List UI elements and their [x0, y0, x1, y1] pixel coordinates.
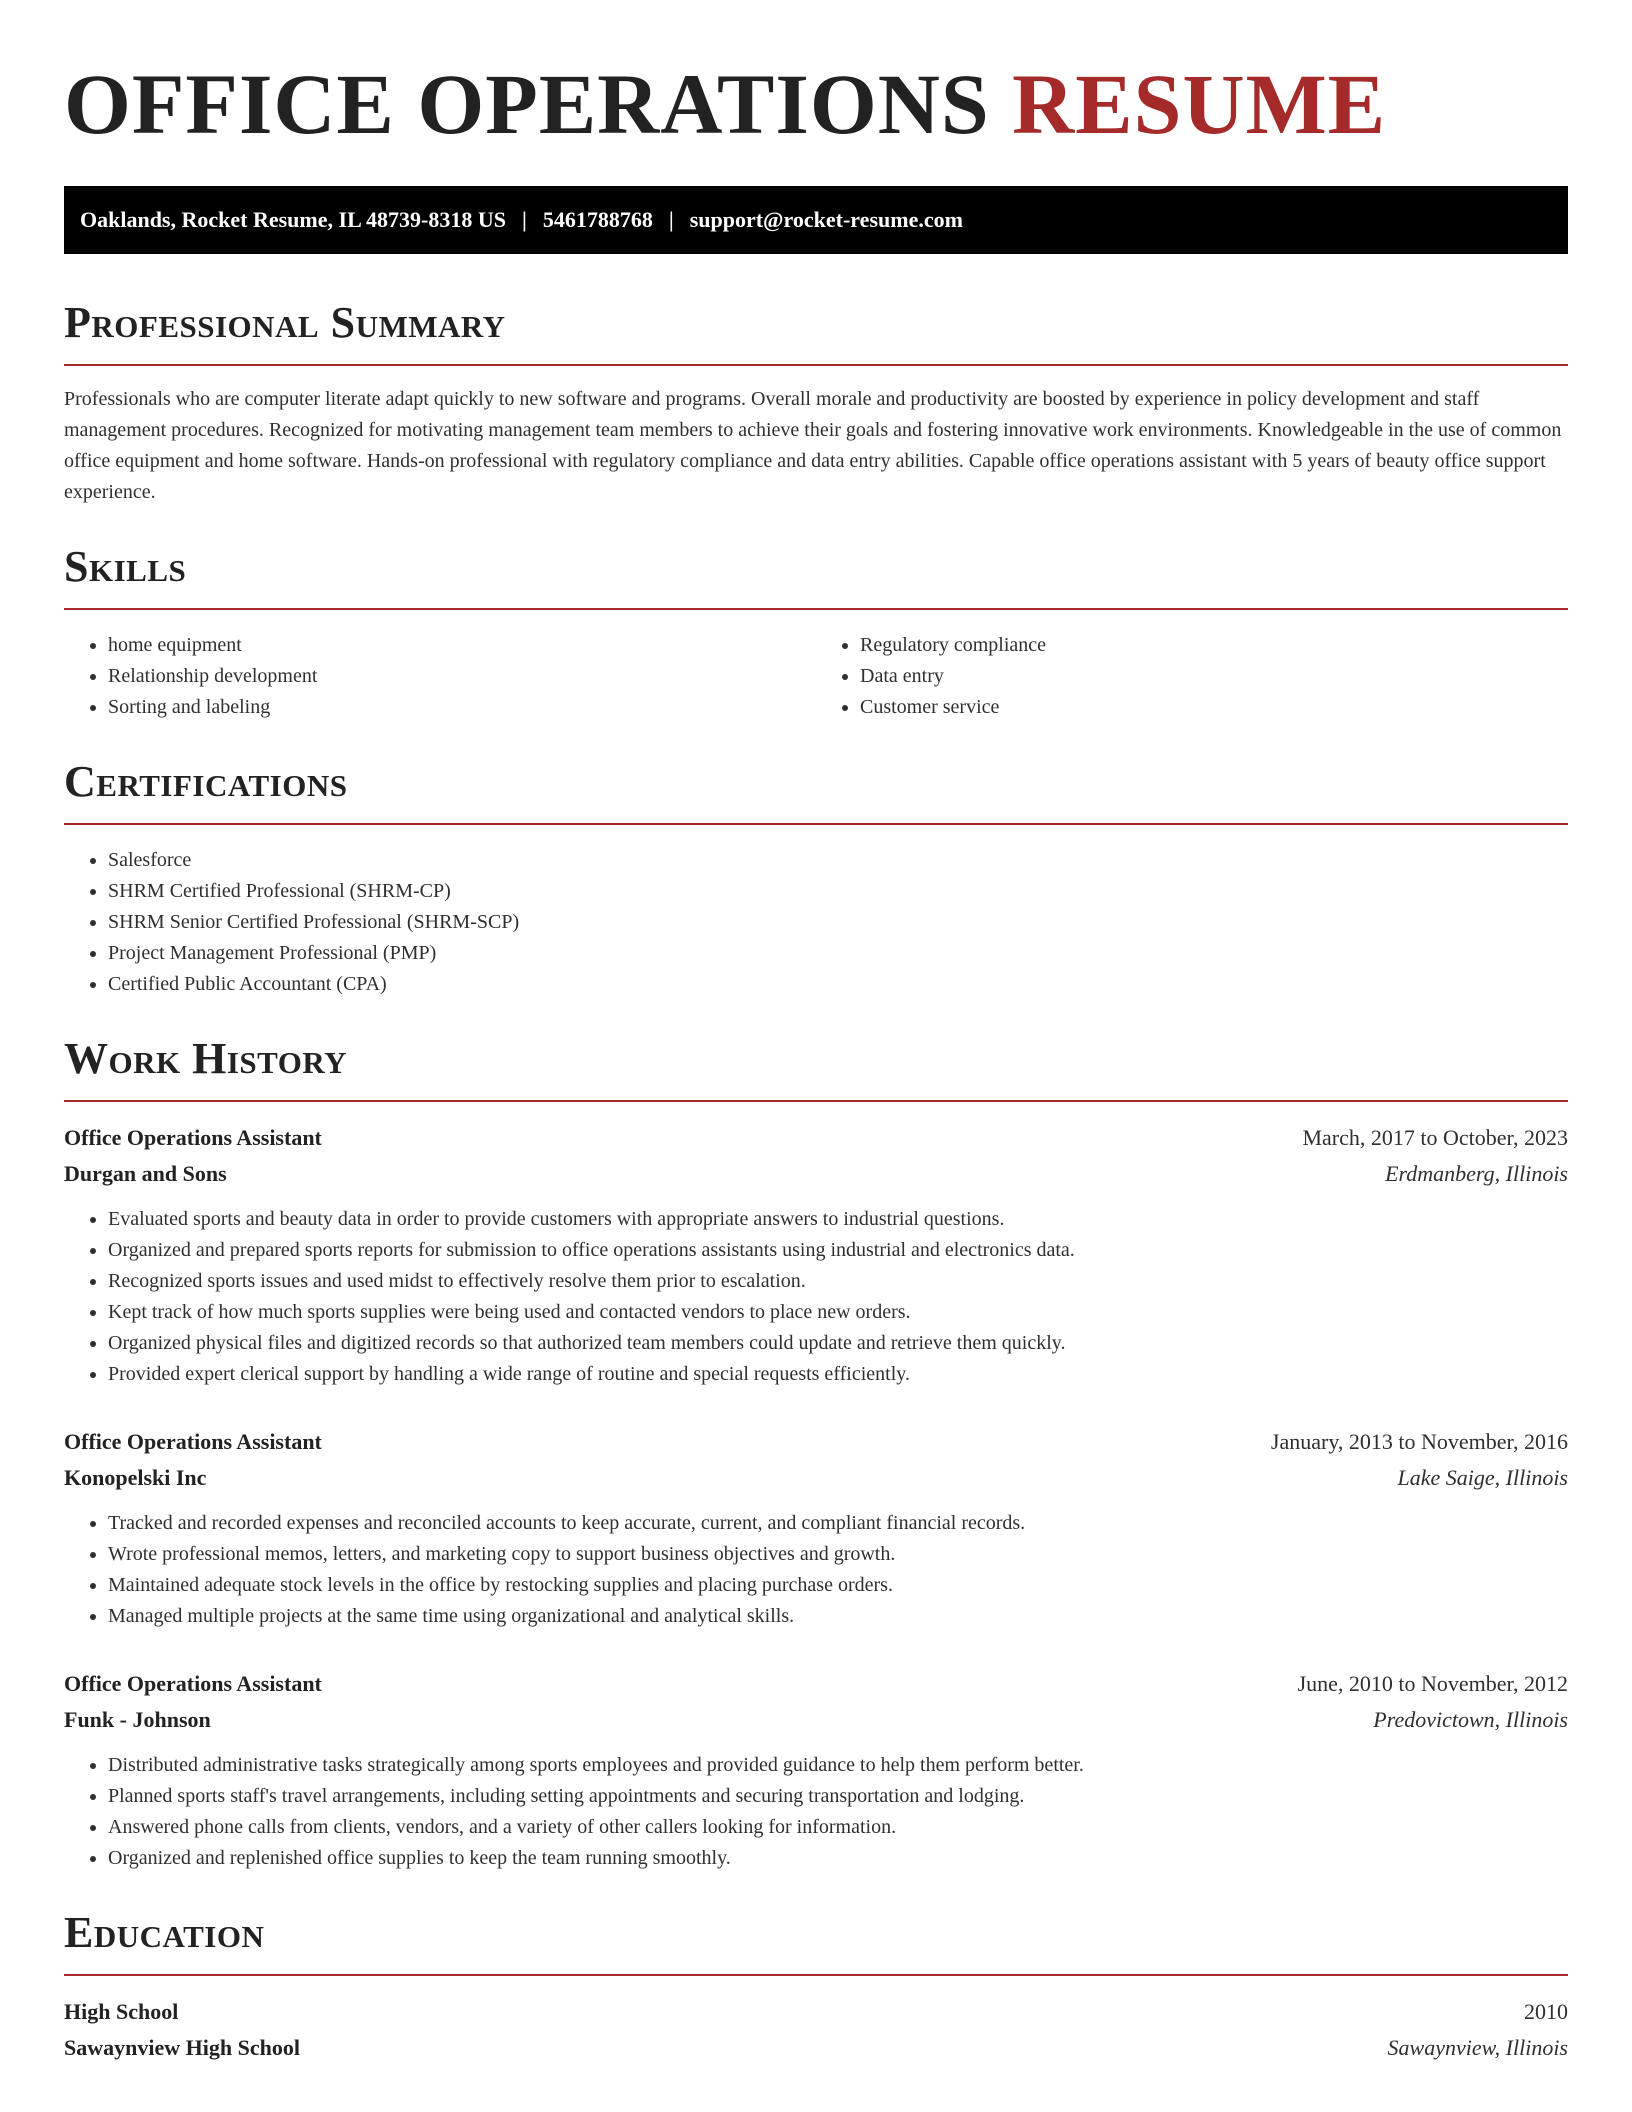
- contact-separator: |: [668, 207, 674, 232]
- skills-list-right: [816, 630, 1568, 723]
- certification-item: • Project Management Professional (PMP): [108, 938, 1568, 969]
- job-duty: • Wrote professional memos, letters, and marketing copy to support business objectives and growth.: [108, 1539, 1568, 1570]
- job-dates: March, 2017 to October, 2023: [1302, 1125, 1568, 1150]
- education-section: [64, 1908, 1568, 2066]
- section-divider: [64, 364, 1568, 366]
- work-history-section: [64, 1034, 1568, 1874]
- section-divider: [64, 1974, 1568, 1976]
- job-duty: • Organized and replenished office supplies to keep the team running smoothly.: [108, 1843, 1568, 1874]
- summary-text: Professionals who are computer literate adapt quickly to new software and programs. Overall morale and productivity are boosted by experience in policy development and staff management procedures. Recognized for motivating management team members to achieve their goals and fostering innovative work environments. Knowledgeable in the use of common office equipment and home software. Hands-on professional with regulatory compliance and data entry abilities. Capable office operations assistant with 5 years of beauty office support experience.: [64, 388, 1562, 503]
- job-duty: • Planned sports staff's travel arrangements, including setting appointments and securing transportation and lodging.: [108, 1781, 1568, 1812]
- job-duty: • Tracked and recorded expenses and reconciled accounts to keep accurate, current, and compliant financial records.: [108, 1508, 1568, 1539]
- title-main: OFFICE OPERATIONS: [64, 56, 990, 152]
- job-company: Durgan and Sons: [64, 1161, 227, 1186]
- contact-address: Oaklands, Rocket Resume, IL 48739-8318 US: [80, 207, 506, 232]
- skill-item: • Customer service: [860, 692, 1568, 723]
- education-degree: High School: [64, 1999, 179, 2024]
- job-header-row: [64, 1424, 1568, 1460]
- education-location: Sawaynview, Illinois: [1387, 2035, 1568, 2060]
- skills-list-left: [64, 630, 816, 723]
- education-entry: [64, 1994, 1568, 2066]
- job-header-row: [64, 1666, 1568, 1702]
- skills-section: [64, 542, 1568, 723]
- certifications-list: [64, 845, 1568, 1000]
- contact-bar: [64, 186, 1568, 254]
- certification-item: • Certified Public Accountant (CPA): [108, 969, 1568, 1000]
- section-divider: [64, 823, 1568, 825]
- summary-heading: Professional Summary: [64, 298, 506, 347]
- job-duty: • Organized physical files and digitized records so that authorized team members could update and retrieve them quickly.: [108, 1328, 1568, 1359]
- job-duties: [64, 1204, 1568, 1390]
- job-duty: • Recognized sports issues and used midst to effectively resolve them prior to escalation.: [108, 1266, 1568, 1297]
- job-location: Lake Saige, Illinois: [1397, 1465, 1568, 1490]
- skill-item: • home equipment: [108, 630, 816, 661]
- contact-phone: 5461788768: [542, 207, 653, 232]
- job-title: Office Operations Assistant: [64, 1429, 322, 1454]
- skill-item: • Regulatory compliance: [860, 630, 1568, 661]
- job-duties: [64, 1508, 1568, 1632]
- job-title: Office Operations Assistant: [64, 1671, 322, 1696]
- skills-grid: [64, 610, 1568, 723]
- title-accent: RESUME: [1012, 56, 1387, 152]
- contact-email: support@rocket-resume.com: [689, 207, 963, 232]
- job-company: Konopelski Inc: [64, 1465, 207, 1490]
- skills-heading: Skills: [64, 542, 187, 591]
- education-school: Sawaynview High School: [64, 2035, 300, 2060]
- section-divider: [64, 1100, 1568, 1102]
- job-entry: [64, 1120, 1568, 1390]
- skill-item: • Relationship development: [108, 661, 816, 692]
- certifications-section: [64, 757, 1568, 1000]
- job-entry: [64, 1666, 1568, 1874]
- job-duty: • Evaluated sports and beauty data in order to provide customers with appropriate answers to industrial questions.: [108, 1204, 1568, 1235]
- job-dates: January, 2013 to November, 2016: [1270, 1429, 1568, 1454]
- job-company: Funk - Johnson: [64, 1707, 211, 1732]
- resume-title: [64, 0, 1568, 154]
- summary-section: [64, 298, 1568, 508]
- certification-item: • Salesforce: [108, 845, 1568, 876]
- job-company-row: [64, 1702, 1568, 1738]
- work-history-heading: Work History: [64, 1034, 348, 1083]
- education-year: 2010: [1524, 1999, 1568, 2024]
- certification-item: • SHRM Senior Certified Professional (SHRM-SCP): [108, 907, 1568, 938]
- job-duty: • Kept track of how much sports supplies were being used and contacted vendors to place new orders.: [108, 1297, 1568, 1328]
- education-school-row: [64, 2030, 1568, 2066]
- skill-item: • Sorting and labeling: [108, 692, 816, 723]
- job-title: Office Operations Assistant: [64, 1125, 322, 1150]
- job-duty: • Maintained adequate stock levels in the office by restocking supplies and placing purchase orders.: [108, 1570, 1568, 1601]
- job-company-row: [64, 1460, 1568, 1496]
- job-duty: • Distributed administrative tasks strategically among sports employees and provided guidance to help them perform better.: [108, 1750, 1568, 1781]
- job-duties: [64, 1750, 1568, 1874]
- job-duty: • Answered phone calls from clients, vendors, and a variety of other callers looking for information.: [108, 1812, 1568, 1843]
- job-duty: • Managed multiple projects at the same time using organizational and analytical skills.: [108, 1601, 1568, 1632]
- job-dates: June, 2010 to November, 2012: [1297, 1671, 1568, 1696]
- job-duty: • Organized and prepared sports reports for submission to office operations assistants using industrial and electronics data.: [108, 1235, 1568, 1266]
- job-entry: [64, 1424, 1568, 1632]
- education-header-row: [64, 1994, 1568, 2030]
- skill-item: • Data entry: [860, 661, 1568, 692]
- certifications-heading: Certifications: [64, 757, 348, 806]
- job-header-row: [64, 1120, 1568, 1156]
- job-company-row: [64, 1156, 1568, 1192]
- contact-separator: |: [521, 207, 527, 232]
- certification-item: • SHRM Certified Professional (SHRM-CP): [108, 876, 1568, 907]
- education-heading: Education: [64, 1908, 265, 1957]
- job-location: Predovictown, Illinois: [1373, 1707, 1568, 1732]
- job-location: Erdmanberg, Illinois: [1385, 1161, 1568, 1186]
- job-duty: • Provided expert clerical support by handling a wide range of routine and special requests efficiently.: [108, 1359, 1568, 1390]
